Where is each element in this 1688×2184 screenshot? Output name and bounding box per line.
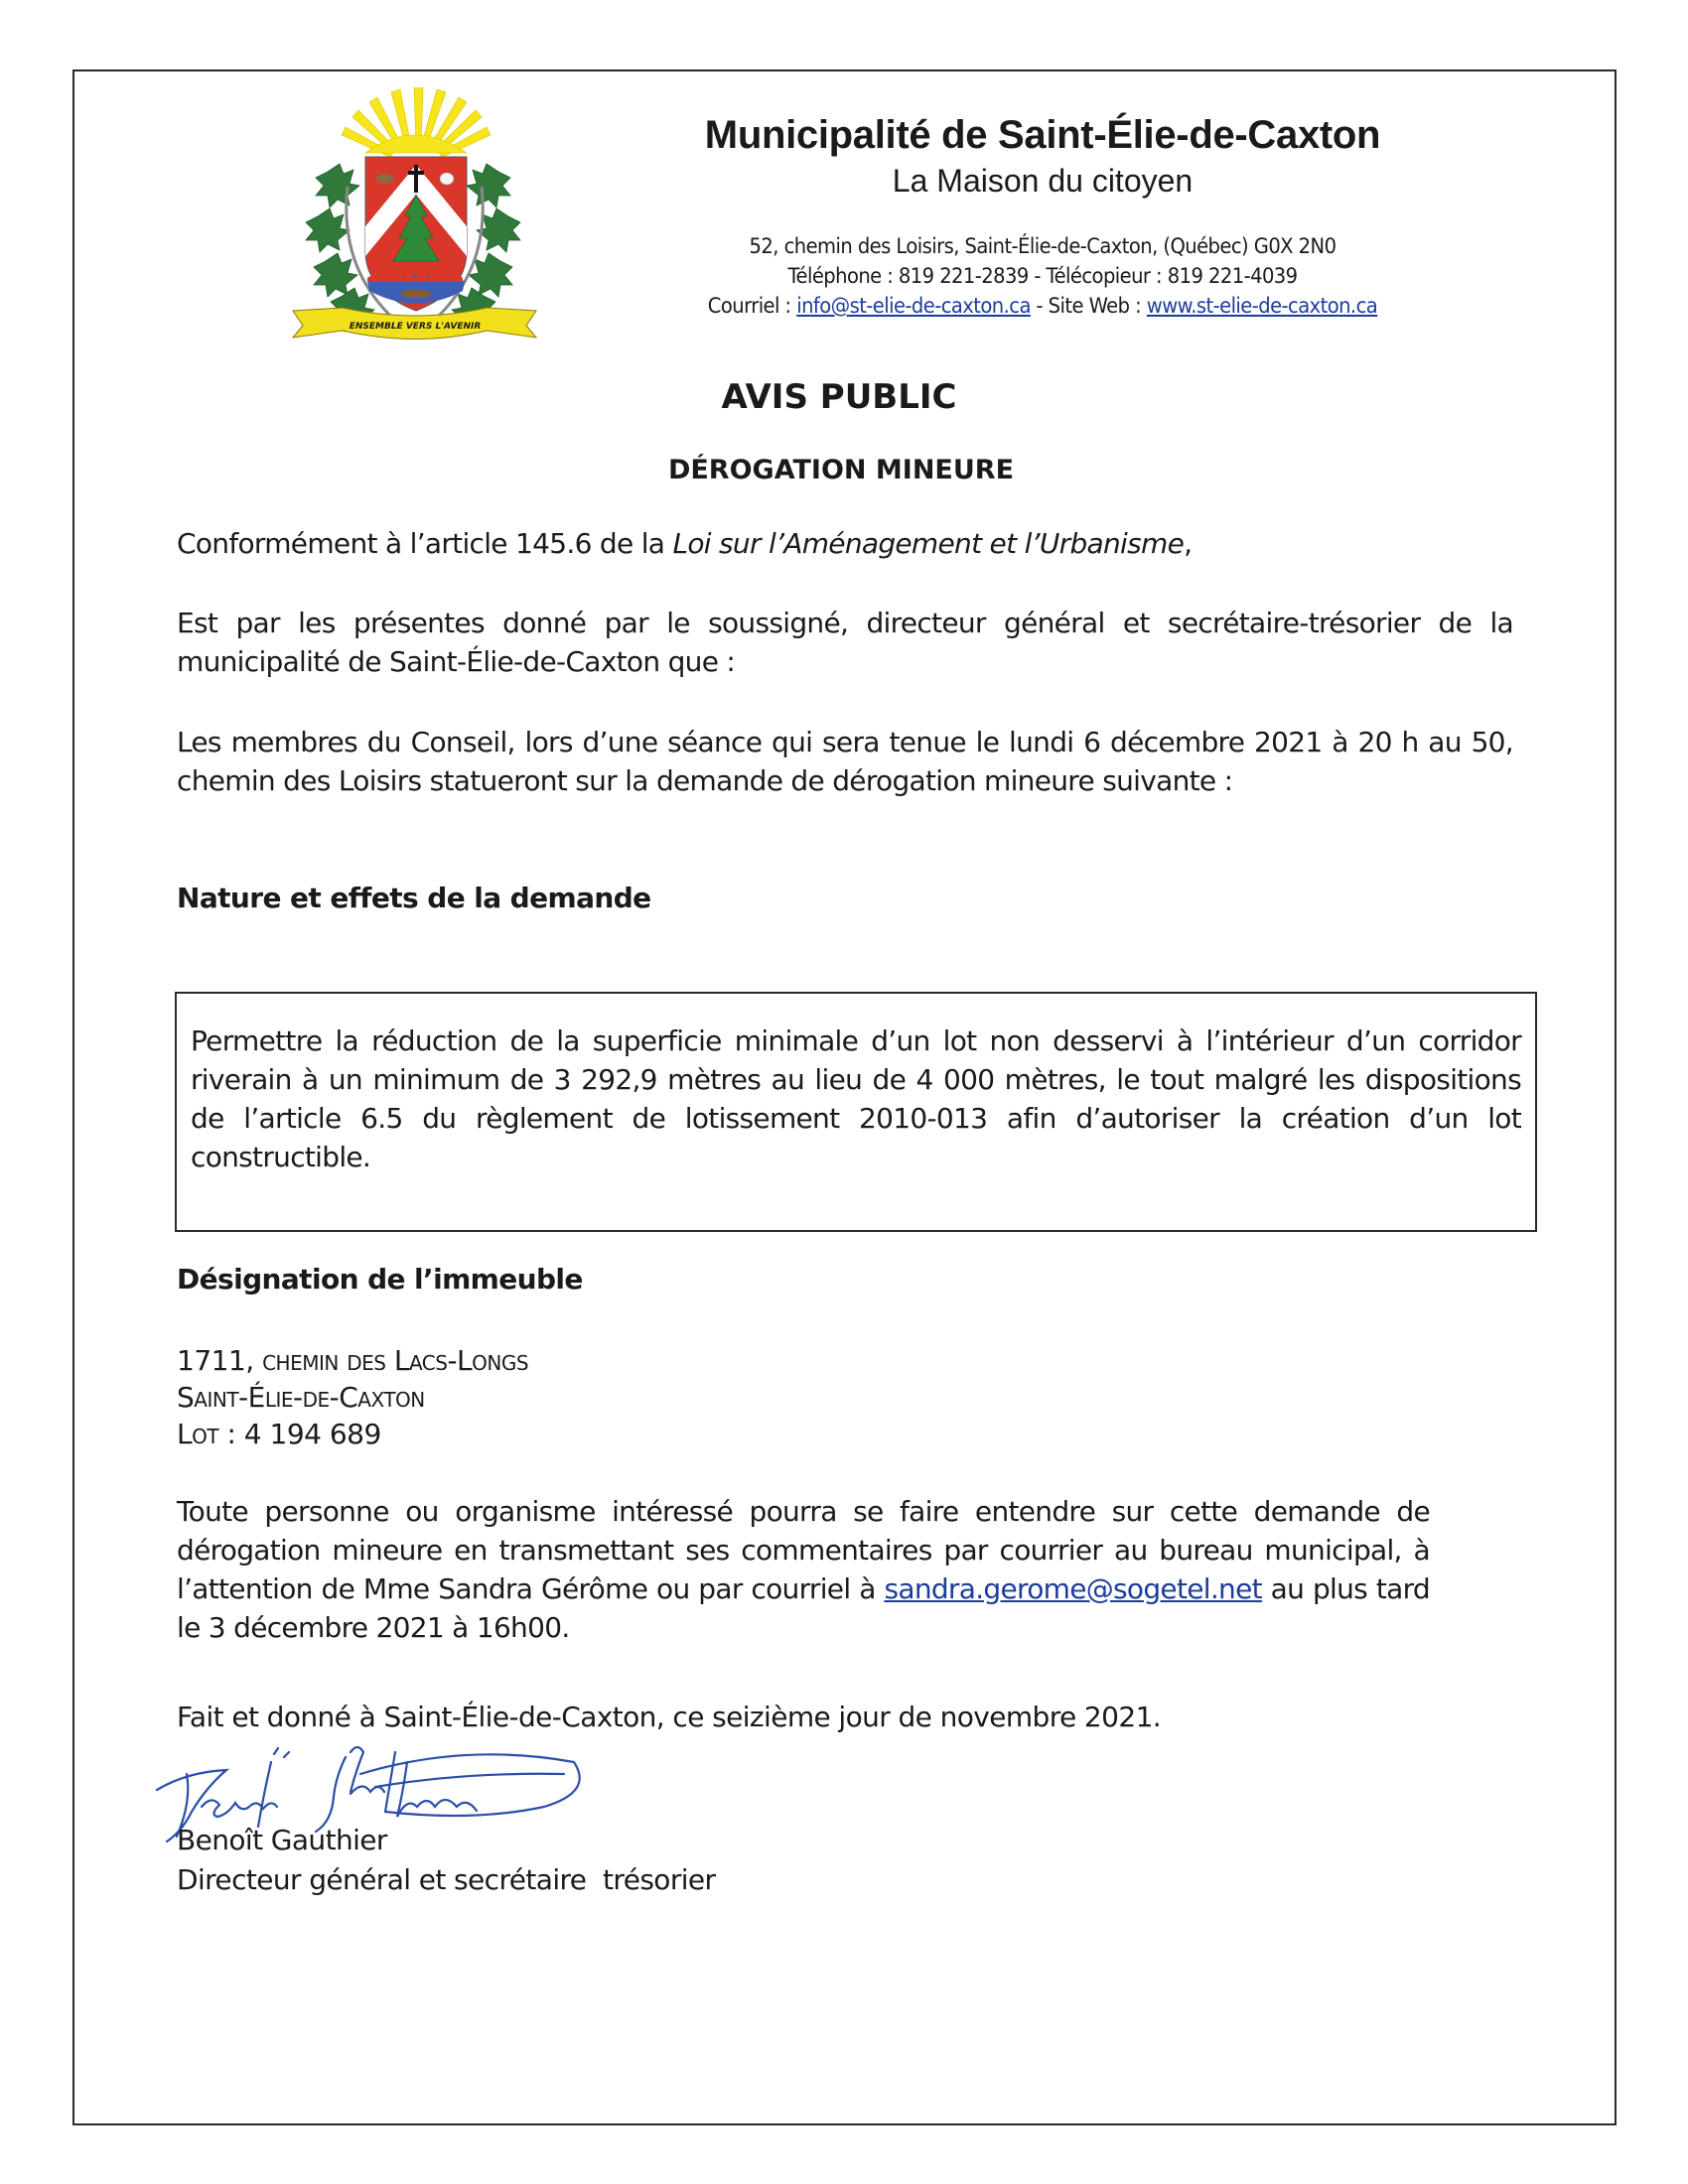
sun-rays-icon [342,87,491,157]
property-address [177,1342,528,1452]
comments-deadline: au plus tard le 3 décembre 2021 à 16h00. [177,1572,1430,1644]
signer-title: Directeur général et secrétaire trésorier [177,1863,716,1896]
municipality-website-link[interactable]: www.st-elie-de-caxton.ca [1146,294,1378,318]
request-description-text: Permettre la réduction de la superficie minimale d’un lot non desservi à l’intérieur d’un corridor riverain à un minimum de 3 292,9 mètres au lieu de 4 000 mètres, le tout malgré les dispositions de l’article 6.5 du règlement de lotissement 2010-013 afin d’autoriser la création d’un lot constructible. [191,1024,1521,1173]
notice-subtitle: DÉROGATION MINEURE [667,455,1015,485]
signer-name: Benoît Gauthier [177,1824,387,1856]
bird-icon [376,174,394,184]
rabbit-icon [440,173,454,185]
lot-value: : 4 194 689 [218,1418,381,1450]
website-label: - Site Web : [1030,294,1147,318]
property-lot-line [177,1416,528,1452]
motto-ribbon [293,308,536,340]
council-meeting-paragraph: Les membres du Conseil, lors d’une séance qui sera tenue le lundi 6 décembre 2021 à 20 h au 50, chemin des Loisirs statueront sur la demande de dérogation mineure suivante : [177,726,1513,797]
intro-suffix: , [1184,527,1193,560]
municipality-phone: Téléphone : 819 221-2839 - Télécopieur : 819 221-4039 [787,264,1298,288]
nature-heading: Nature et effets de la demande [177,882,651,914]
property-street: chemin des Lacs-Longs [262,1344,529,1377]
notice-title: AVIS PUBLIC [721,377,957,417]
signer-block [177,1821,715,1900]
municipality-subtitle: La Maison du citoyen [892,163,1194,199]
motto-text: ENSEMBLE VERS L'AVENIR [349,322,482,332]
contact-email-link[interactable]: sandra.gerome@sogetel.net [884,1572,1262,1605]
municipality-contact [628,294,1459,318]
comments-text: Toute personne ou organisme intéressé pourra se faire entendre sur cette demande de dérogation mineure en transmettant ses commentaires par courrier au bureau municipal, à l’attention de Mme Sandra Gérôme ou par courriel à [177,1495,1430,1605]
law-name: Loi sur l’Aménagement et l’Urbanisme [672,527,1185,560]
coat-of-arms-icon [288,87,541,347]
shield-icon [365,157,467,311]
declaration-paragraph: Est par les présentes donné par le soussigné, directeur général et secrétaire-trésorier de la municipalité de Saint-Élie-de-Caxton que : [177,607,1513,678]
municipality-address: 52, chemin des Loisirs, Saint-Élie-de-Caxton, (Québec) G0X 2N0 [749,234,1336,258]
intro-text: Conformément à l’article 145.6 de la [177,527,673,560]
request-description-box [175,992,1537,1232]
property-street-line [177,1342,528,1379]
property-city: Saint-Élie-de-Caxton [177,1381,425,1414]
property-number: 1711, [177,1344,254,1377]
municipality-email-link[interactable]: info@st-elie-de-caxton.ca [796,294,1031,318]
intro-paragraph [177,524,1513,563]
closing-statement: Fait et donné à Saint-Élie-de-Caxton, ce seizième jour de novembre 2021. [177,1701,1162,1733]
comments-paragraph [177,1492,1430,1647]
email-label: Courriel : [707,294,797,318]
designation-heading: Désignation de l’immeuble [177,1263,583,1296]
municipality-title: Municipalité de Saint-Élie-de-Caxton [704,113,1381,157]
lot-label: Lot [177,1418,219,1450]
